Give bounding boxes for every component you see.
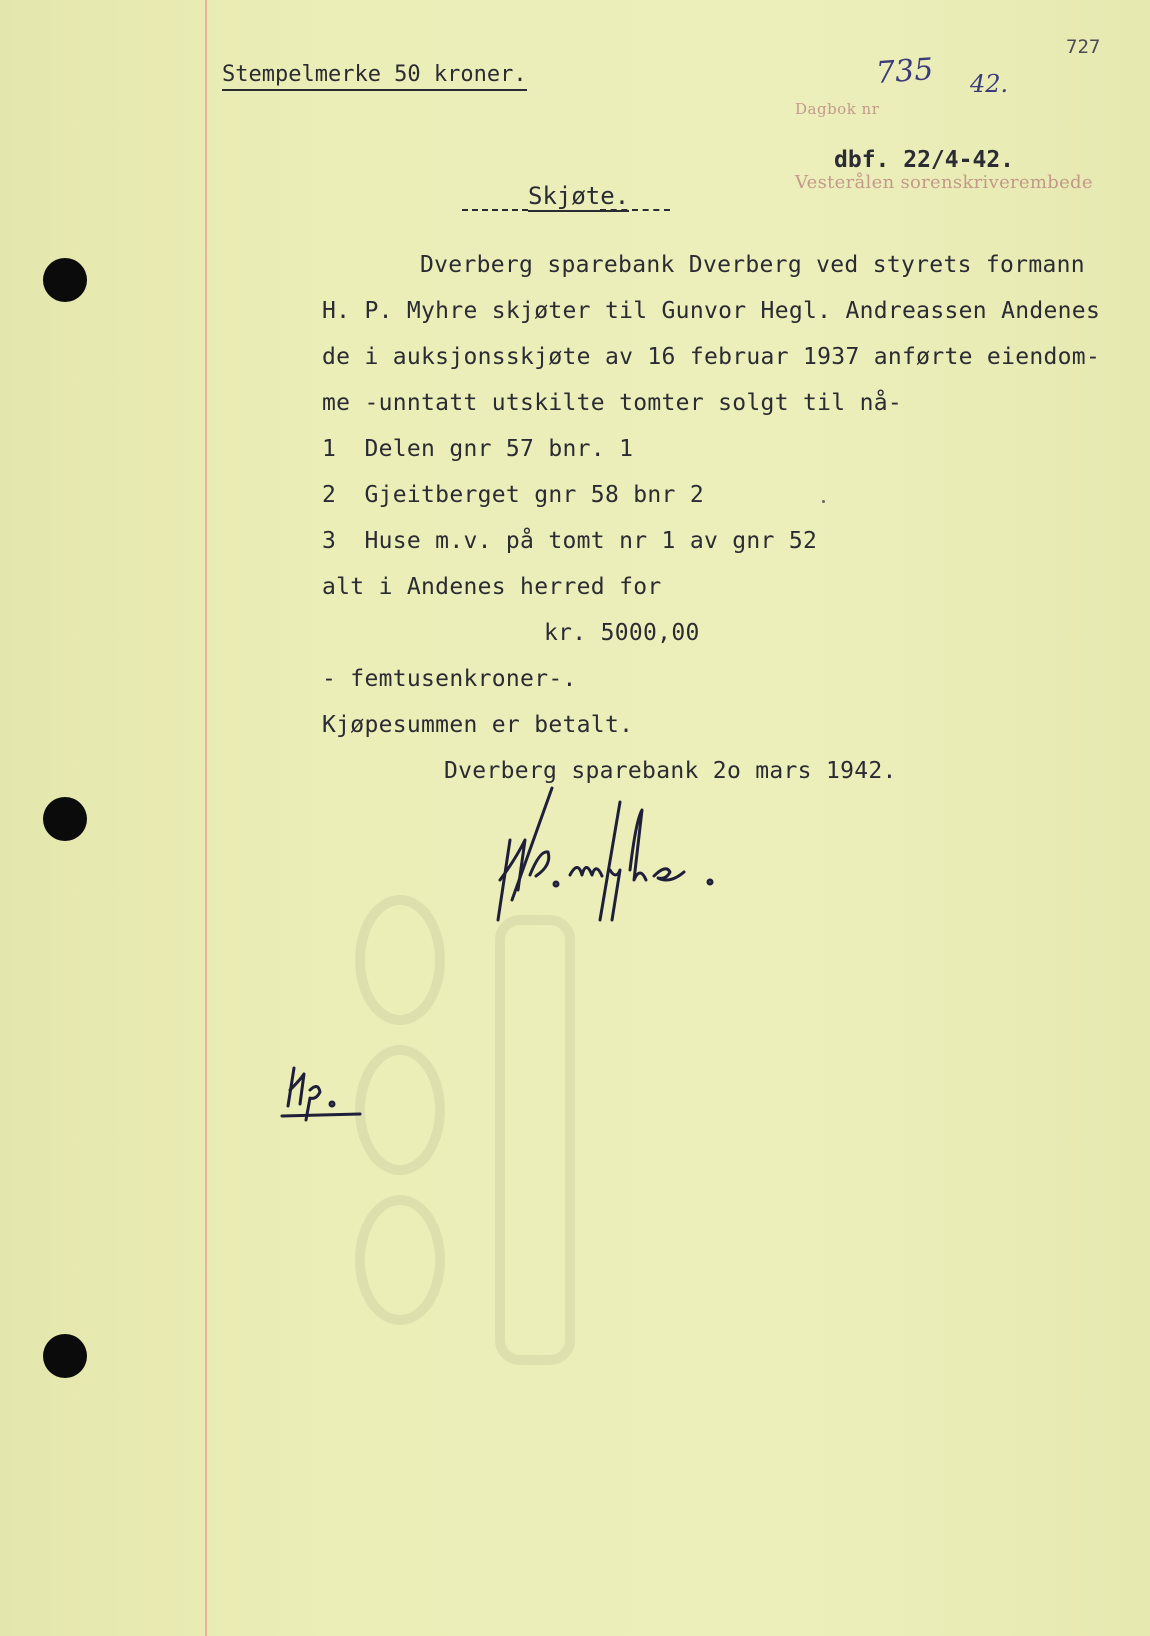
punch-hole-bottom <box>43 1334 87 1378</box>
stamp-duty-heading: Stempelmerke 50 kroner. <box>222 62 527 91</box>
purchase-amount: kr. 5000,00 <box>544 620 700 646</box>
dbf-date-note: dbf. 22/4-42. <box>834 147 1015 173</box>
payment-confirmation: Kjøpesummen er betalt. <box>322 712 634 738</box>
signature-graphic <box>470 780 790 940</box>
place-and-date: Dverberg sparebank 2o mars 1942. <box>444 758 897 784</box>
amount-in-words: - femtusenkroner-. <box>322 666 577 692</box>
page-number: 727 <box>1066 36 1101 58</box>
body-line-2: H. P. Myhre skjøter til Gunvor Hegl. Andreassen Andenes <box>322 298 1101 324</box>
title-dash-left <box>462 209 528 211</box>
body-line-1: Dverberg sparebank Dverberg ved styrets formann <box>420 252 1085 278</box>
title-dash-right <box>600 209 670 211</box>
property-item-1: 1 Delen gnr 57 bnr. 1 <box>322 436 634 462</box>
body-line-8: alt i Andenes herred for <box>322 574 662 600</box>
body-line-3: de i auksjonsskjøte av 16 februar 1937 anførte eiendom- <box>322 344 1101 370</box>
document-title: Skjøte. <box>528 182 630 210</box>
body-line-4: me -unntatt utskilte tomter solgt til nå- <box>322 390 903 416</box>
margin-rule <box>205 0 207 1636</box>
punch-hole-middle <box>43 797 87 841</box>
property-item-2: 2 Gjeitberget gnr 58 bnr 2 <box>322 482 704 508</box>
initials-graphic <box>280 1060 380 1130</box>
registry-stamp-office: Vesterålen sorenskriverembede <box>795 172 1093 193</box>
registry-year: 42. <box>970 70 1009 98</box>
registry-stamp-label: Dagbok nr <box>795 100 880 118</box>
watermark-graphic <box>330 880 630 1400</box>
registry-number: 735 <box>874 52 935 91</box>
property-item-3: 3 Huse m.v. på tomt nr 1 av gnr 52 <box>322 528 818 554</box>
stray-dot <box>822 500 825 503</box>
punch-hole-top <box>43 258 87 302</box>
